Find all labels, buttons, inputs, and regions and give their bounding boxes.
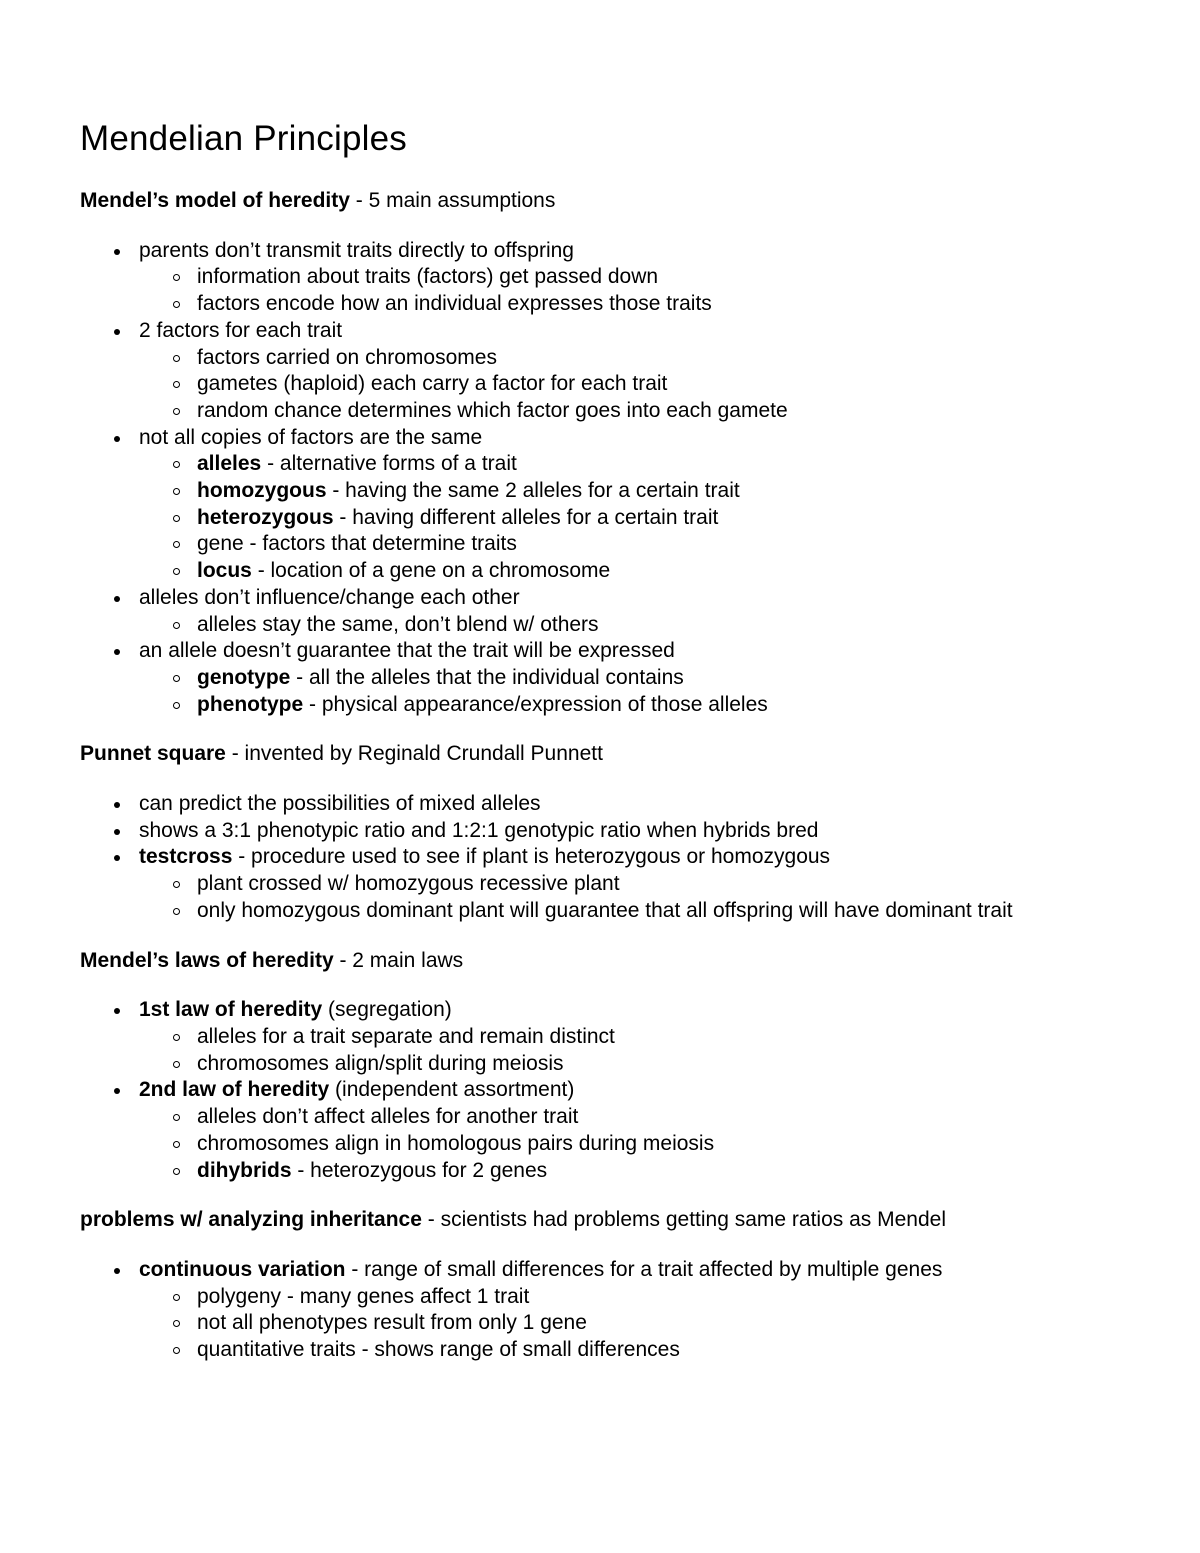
bold-term: 1st law of heredity bbox=[139, 998, 323, 1022]
item-text: 2 factors for each trait bbox=[139, 318, 343, 342]
list-item bbox=[80, 997, 1140, 1077]
sub-list-item bbox=[139, 451, 1140, 478]
sub-bullet-list bbox=[80, 1284, 1140, 1364]
bold-term: 2nd law of heredity bbox=[139, 1078, 330, 1102]
section-heading-rest: - 5 main assumptions bbox=[349, 189, 556, 212]
section bbox=[80, 741, 1140, 924]
bold-term: phenotype bbox=[197, 692, 304, 716]
sub-bullet-list bbox=[80, 451, 1140, 585]
list-item bbox=[80, 425, 1140, 585]
sub-list-item bbox=[139, 371, 1140, 398]
list-item bbox=[80, 638, 1140, 718]
list-item bbox=[80, 238, 1140, 318]
sub-list-item bbox=[139, 665, 1140, 692]
item-text: not all copies of factors are the same bbox=[139, 425, 483, 449]
sub-bullet-list bbox=[80, 871, 1140, 924]
item-text: chromosomes align in homologous pairs during meiosis bbox=[197, 1131, 715, 1155]
item-text: chromosomes align/split during meiosis bbox=[197, 1051, 564, 1075]
item-text: alleles don’t influence/change each other bbox=[139, 585, 520, 609]
item-text: parents don’t transmit traits directly to offspring bbox=[139, 238, 574, 262]
sub-list-item bbox=[139, 1337, 1140, 1364]
item-text: not all phenotypes result from only 1 gene bbox=[197, 1311, 587, 1335]
bullet-list bbox=[80, 997, 1140, 1184]
item-text: an allele doesn’t guarantee that the trait will be expressed bbox=[139, 639, 675, 663]
item-text: factors carried on chromosomes bbox=[197, 345, 497, 369]
section bbox=[80, 948, 1140, 1185]
sub-list-item bbox=[139, 264, 1140, 291]
item-text: shows a 3:1 phenotypic ratio and 1:2:1 genotypic ratio when hybrids bred bbox=[139, 818, 819, 842]
list-item bbox=[80, 585, 1140, 638]
bold-term: continuous variation bbox=[139, 1257, 346, 1281]
section-heading-term: Punnet square bbox=[80, 742, 226, 766]
sub-list-item bbox=[139, 1131, 1140, 1158]
sub-list-item bbox=[139, 505, 1140, 532]
item-text: gene - factors that determine traits bbox=[197, 532, 517, 556]
section-heading bbox=[80, 1207, 1140, 1234]
sub-list-item bbox=[139, 478, 1140, 505]
sub-list-item bbox=[139, 871, 1140, 898]
sub-list-item bbox=[139, 898, 1140, 925]
item-text: (segregation) bbox=[322, 998, 452, 1022]
sub-list-item bbox=[139, 345, 1140, 372]
sub-list-item bbox=[139, 1104, 1140, 1131]
item-text: (independent assortment) bbox=[329, 1078, 575, 1102]
sub-list-item bbox=[139, 1024, 1140, 1051]
sub-bullet-list bbox=[80, 1104, 1140, 1184]
list-item bbox=[80, 1077, 1140, 1184]
sub-list-item bbox=[139, 531, 1140, 558]
item-text: - physical appearance/expression of those alleles bbox=[303, 692, 768, 716]
sub-list-item bbox=[139, 398, 1140, 425]
page-title: Mendelian Principles bbox=[80, 119, 407, 158]
item-text: alleles stay the same, don’t blend w/ others bbox=[197, 612, 599, 636]
item-text: quantitative traits - shows range of small differences bbox=[197, 1338, 680, 1362]
section-heading-term: problems w/ analyzing inheritance bbox=[80, 1208, 422, 1232]
item-text: - having different alleles for a certain trait bbox=[333, 505, 719, 529]
section-heading-rest: - 2 main laws bbox=[333, 948, 464, 972]
list-item bbox=[80, 844, 1140, 924]
bold-term: locus bbox=[197, 559, 252, 583]
bold-term: homozygous bbox=[197, 479, 327, 503]
sub-bullet-list bbox=[80, 612, 1140, 639]
sub-list-item bbox=[139, 1284, 1140, 1311]
item-text: - alternative forms of a trait bbox=[261, 452, 517, 476]
section bbox=[80, 188, 1140, 718]
bold-term: heterozygous bbox=[197, 505, 334, 529]
item-text: - range of small differences for a trait affected by multiple genes bbox=[345, 1257, 943, 1281]
item-text: random chance determines which factor goes into each gamete bbox=[197, 398, 788, 422]
bold-term: alleles bbox=[197, 452, 262, 476]
list-item bbox=[80, 1257, 1140, 1364]
section-heading-term: Mendel’s model of heredity bbox=[80, 189, 350, 212]
sub-list-item bbox=[139, 558, 1140, 585]
sub-bullet-list bbox=[80, 345, 1140, 425]
item-text: - heterozygous for 2 genes bbox=[291, 1158, 548, 1182]
sub-list-item bbox=[139, 291, 1140, 318]
sub-bullet-list bbox=[80, 1024, 1140, 1077]
item-text: - procedure used to see if plant is heterozygous or homozygous bbox=[232, 845, 831, 869]
list-item bbox=[80, 791, 1140, 818]
section-heading-term: Mendel’s laws of heredity bbox=[80, 948, 334, 972]
list-item bbox=[80, 318, 1140, 425]
item-text: - all the alleles that the individual contains bbox=[290, 665, 684, 689]
sub-list-item bbox=[139, 692, 1140, 719]
section-heading bbox=[80, 948, 1140, 975]
item-text: factors encode how an individual expresses those traits bbox=[197, 292, 712, 316]
section-heading bbox=[80, 188, 1140, 215]
bullet-list bbox=[80, 1257, 1140, 1364]
sub-list-item bbox=[139, 612, 1140, 639]
sub-list-item bbox=[139, 1051, 1140, 1078]
item-text: polygeny - many genes affect 1 trait bbox=[197, 1284, 530, 1308]
section-heading-rest: - scientists had problems getting same ratios as Mendel bbox=[421, 1208, 946, 1232]
item-text: alleles for a trait separate and remain distinct bbox=[197, 1024, 615, 1048]
item-text: only homozygous dominant plant will guarantee that all offspring will have dominant trait bbox=[197, 898, 1013, 922]
item-text: gametes (haploid) each carry a factor for each trait bbox=[197, 372, 668, 396]
list-item bbox=[80, 818, 1140, 845]
item-text: - location of a gene on a chromosome bbox=[251, 559, 611, 583]
sub-list-item bbox=[139, 1310, 1140, 1337]
bold-term: testcross bbox=[139, 845, 233, 869]
bold-term: dihybrids bbox=[197, 1158, 292, 1182]
section-heading bbox=[80, 741, 1140, 768]
item-text: plant crossed w/ homozygous recessive plant bbox=[197, 872, 620, 896]
item-text: alleles don’t affect alleles for another trait bbox=[197, 1105, 579, 1129]
bullet-list bbox=[80, 791, 1140, 925]
item-text: information about traits (factors) get passed down bbox=[197, 265, 659, 289]
section-heading-rest: - invented by Reginald Crundall Punnett bbox=[225, 742, 603, 766]
section bbox=[80, 1207, 1140, 1364]
item-text: can predict the possibilities of mixed alleles bbox=[139, 792, 541, 816]
bold-term: genotype bbox=[197, 665, 291, 689]
sub-list-item bbox=[139, 1158, 1140, 1185]
sub-bullet-list bbox=[80, 665, 1140, 718]
document-body bbox=[80, 188, 1140, 1364]
bullet-list bbox=[80, 238, 1140, 719]
sub-bullet-list bbox=[80, 264, 1140, 317]
item-text: - having the same 2 alleles for a certain trait bbox=[326, 479, 740, 503]
